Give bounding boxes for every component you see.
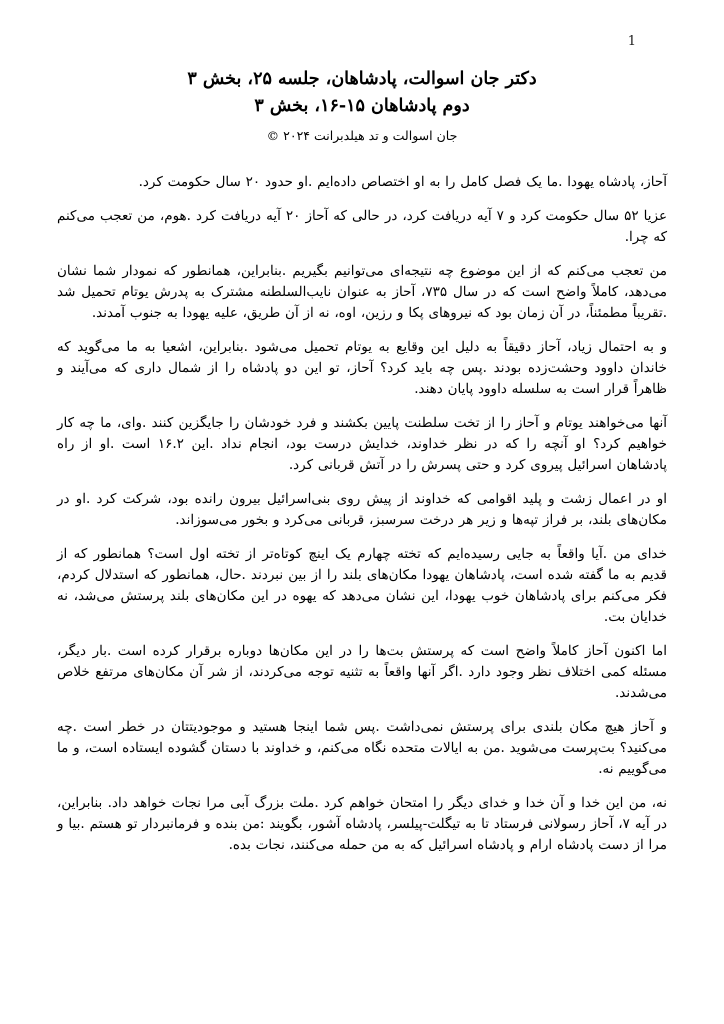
body-paragraph: و آحاز هیچ مکان بلندی برای پرستش نمی‌داشت .پس شما اینجا هستید و موجودیتتان در خطر است .چه می‌کنید؟ بت‌پرست می‌شوید .من به ایالات متحده نگاه می‌کنم، و خداوند با دستان گشوده ایستاده است، و ما می‌گوییم نه.	[57, 718, 667, 777]
body-paragraph: نه، من این خدا و آن خدا و خدای دیگر را امتحان خواهم کرد .ملت بزرگ آبی مرا نجات خواهد داد. بنابراین، در آیه ۷، آحاز رسولانی فرستاد تا به تیگلت-پیلسر، پادشاه آشور، بگویند :من بنده و فرمانبردار تو هستم .بیا و مرا از دست پادشاه ارام و پادشاه اسرائیل که به من حمله می‌کنند، نجات بده.	[57, 794, 668, 853]
body-paragraph: عزیا ۵۲ سال حکومت کرد و ۷ آیه دریافت کرد، در حالی که آحاز ۲۰ آیه دریافت کرد .هوم، من تعجب می‌کنم که چرا.	[57, 207, 667, 245]
body-paragraph: اما اکنون آحاز کاملاً واضح است که پرستش بت‌ها را در این مکان‌ها دوباره برقرار کرده است .بار دیگر، مسئله کمی اختلاف نظر وجود دارد .اگر آنها واقعاً به تثنیه توجه می‌کردند، از شر آن مکان‌های مرتفع خلاص می‌شدند.	[57, 642, 667, 701]
copyright-line: جان اسوالت و تد هیلدبرانت ۲۰۲۴ ©	[266, 128, 458, 144]
body-paragraph: و به احتمال زیاد، آحاز دقیقاً به دلیل این وقایع به یوتام تحمیل می‌شود .بنابراین، اشعیا به ما می‌گوید که خاندان داوود وحشت‌زده بودند .پس چه باید کرد؟ آحاز، تو این دو پادشاه را از شمال داری که می‌آیند و ظاهراً قرار است به سلسله داوود پایان دهند.	[57, 338, 667, 397]
body-paragraph: من تعجب می‌کنم که از این موضوع چه نتیجه‌ای می‌توانیم بگیریم .بنابراین، همانطور که نمودار شما نشان می‌دهد، کاملاً واضح است که در سال ۷۳۵، آحاز به عنوان نایب‌السلطنه مشترک به پدرش یوتام تحمیل شد .تقریباً مطمئناً، در آن زمان بود که نیروهای پکا و رزین، اوه، نه از آن طریق، علیه یهودا به جنوب آمدند.	[57, 262, 667, 321]
document-title-line1: دکتر جان اسوالت، پادشاهان، جلسه ۲۵، بخش ۳	[187, 69, 537, 89]
body-paragraph: او در اعمال زشت و پلید اقوامی که خداوند از پیش روی بنی‌اسرائیل بیرون رانده بود، شرکت کرد .او در مکان‌های بلند، بر فراز تپه‌ها و زیر هر درخت سرسبز، قربانی می‌کرد و بخور می‌سوزاند.	[57, 490, 667, 528]
document-body	[57, 172, 667, 856]
document-title-line2: دوم پادشاهان ۱۵-۱۶، بخش ۳	[254, 96, 470, 117]
body-paragraph: آحاز، پادشاه یهودا .ما یک فصل کامل را به او اختصاص داده‌ایم .او حدود ۲۰ سال حکومت کرد.	[138, 173, 667, 190]
body-paragraph: آنها می‌خواهند یوتام و آحاز را از تخت سلطنت پایین بکشند و فرد خودشان را جایگزین کنند .وای، ما چه کار خواهیم کرد؟ او آنچه را که در نظر خداوند، خدایش درست بود، انجام نداد .این ۱۶.۲ است .او از راه پادشاهان اسرائیل پیروی کرد و حتی پسرش را در آتش قربانی کرد.	[57, 414, 667, 473]
document-header	[57, 66, 667, 145]
body-paragraph: خدای من .آیا واقعاً به جایی رسیده‌ایم که تخته چهارم یک اینچ کوتاه‌تر از تخته اول است؟ همانطور که از قدیم به ما گفته شده است، پادشاهان یهودا مکان‌های بلند را از بین نبردند .حال، همانطور که استدلال کردم، فکر می‌کنم برای پادشاهان خوب یهودا، این نشان می‌دهد که یهوه در این مکان‌های بلند پرستش می‌شد، نه خدایان بت.	[57, 545, 667, 625]
page-number: 1	[627, 34, 636, 49]
